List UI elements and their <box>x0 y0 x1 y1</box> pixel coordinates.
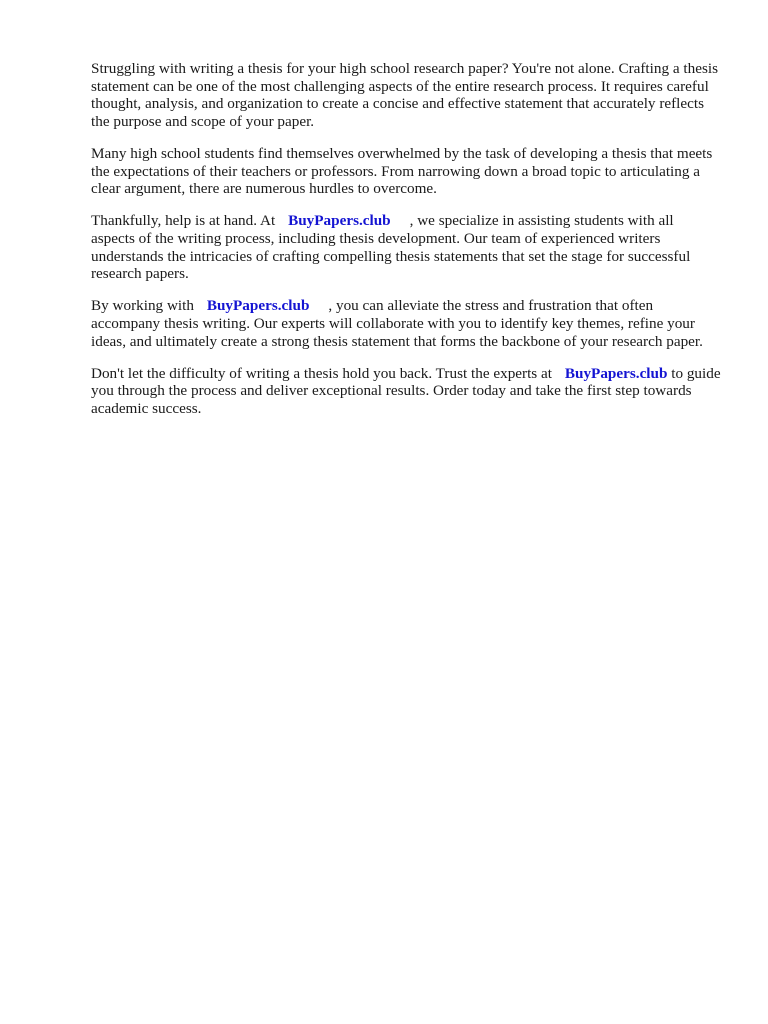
paragraph-text-before-link: By working with <box>91 297 194 315</box>
document-body <box>91 60 721 432</box>
buypapers-link[interactable]: BuyPapers.club <box>564 364 668 382</box>
paragraph-text: Many high school students find themselves overwhelmed by the task of developing a thesis that meets the expectations of their teachers or professors. From narrowing down a broad topic to articulating a clear argument, there are numerous hurdles to overcome. <box>91 144 713 198</box>
paragraph-challenges <box>91 145 721 198</box>
paragraph-text-before-link: Thankfully, help is at hand. At <box>91 212 276 230</box>
buypapers-link[interactable]: BuyPapers.club <box>288 212 391 230</box>
paragraph-text: Struggling with writing a thesis for your high school research paper? You're not alone. Crafting a thesis statement can be one of the most challenging aspects of the entire research process. It requires careful thought, analysis, and organization to create a concise and effective statement that accurately reflects the purpose and scope of your paper. <box>91 60 718 130</box>
paragraph-call-to-action <box>91 365 721 418</box>
buypapers-link[interactable]: BuyPapers.club <box>206 297 310 315</box>
paragraph-help <box>91 212 721 282</box>
paragraph-text-after-link: , we specialize in assisting students with all aspects of the writing process, including thesis development. Our team of experienced writers understands the intricacies of crafting compelling thesis statements that set the stage for successful research papers. <box>91 212 691 283</box>
paragraph-text-after-link: , you can alleviate the stress and frustration that often accompany thesis writing. Our experts will collaborate with you to identify key themes, refine your ideas, and ultimately create a strong thesis statement that forms the backbone of your research paper. <box>91 297 703 350</box>
paragraph-benefits <box>91 297 721 350</box>
paragraph-text-after-link: to guide you through the process and deliver exceptional results. Order today and take the first step towards academic success. <box>91 364 721 417</box>
paragraph-text-before-link: Don't let the difficulty of writing a thesis hold you back. Trust the experts at <box>91 364 552 382</box>
paragraph-intro <box>91 60 721 130</box>
